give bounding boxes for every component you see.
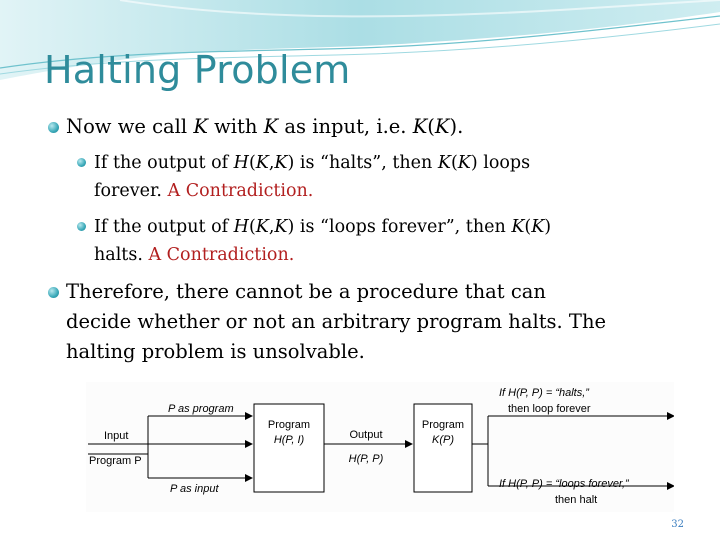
page-number: 32 [671,519,684,530]
halting-diagram [86,382,674,512]
box1-line1: Program [267,419,311,431]
box1-line2: H(P, I) [273,434,305,446]
label-output: Output [349,429,383,441]
sub-bullet-2-line-1: If the output of H(K,K) is “loops forever”, then K(K) [94,217,552,237]
slide-title: Halting Problem [44,48,351,92]
label-halts-line1: If H(P, P) = “halts,” [499,387,589,399]
label-input: Input [104,430,129,442]
bullet-icon [48,122,59,133]
bullet-2-line-3: halting problem is unsolvable. [66,340,365,363]
label-loops-line1: If H(P, P) = “loops forever,” [499,478,629,490]
box2-line1: Program [421,419,465,431]
bullet-2-line-1: Therefore, there cannot be a procedure that can [66,280,546,303]
label-program-p: Program P [89,455,142,467]
label-p-as-program: P as program [168,403,234,415]
program-h-box [254,404,324,492]
box2-line2: K(P) [432,434,454,446]
sub-bullet-1-line-2: forever. A Contradiction. [94,181,314,201]
bullet-icon [48,287,59,298]
contradiction-text: A Contradiction. [167,181,314,201]
sub-bullet-1-line-1: If the output of H(K,K) is “halts”, then K(K) loops [94,153,531,173]
label-halts-line2: then loop forever [508,403,591,415]
label-output-value: H(P, P) [348,453,384,465]
bullet-1-text: Now we call K with K as input, i.e. K(K). [66,115,464,138]
bullet-2-line-2: decide whether or not an arbitrary program halts. The [66,310,607,333]
label-loops-line2: then halt [555,494,598,506]
label-p-as-input: P as input [170,483,219,495]
sub-bullet-2-line-2: halts. A Contradiction. [94,245,295,265]
contradiction-text: A Contradiction. [148,245,295,265]
sub-bullet-icon [77,222,86,231]
sub-bullet-icon [77,158,86,167]
program-k-box [414,404,472,492]
